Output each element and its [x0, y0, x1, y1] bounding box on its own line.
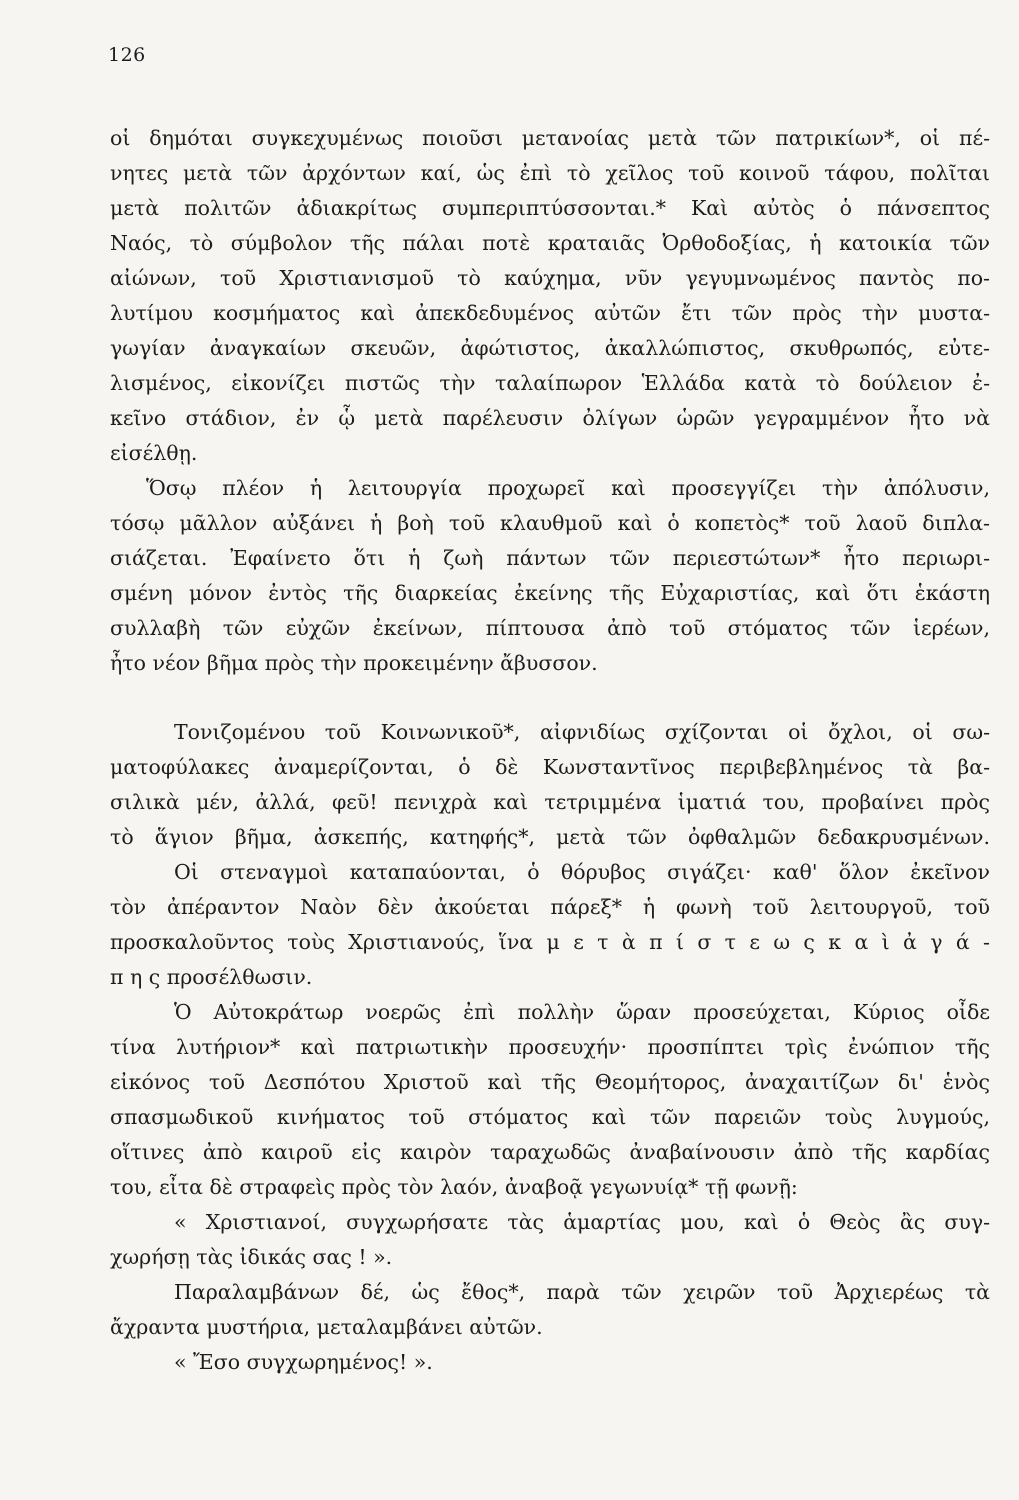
body-text — [110, 121, 990, 1380]
text-line: Ναός, τὸ σύμβολον τῆς πάλαι ποτὲ κραταιᾶς Ὀρθοδοξίας, ἡ κατοικία τῶν — [110, 231, 990, 255]
page-number: 126 — [108, 44, 146, 66]
text-line: προσκαλοῦντος τοὺς Χριστιανούς, ἵνα μ ε τ ὰ π ί σ τ ε ω ς κ α ὶ ἀ γ ά - — [110, 930, 990, 954]
text-line: ἄχραντα μυστήρια, μεταλαμβάνει αὐτῶν. — [110, 1315, 543, 1339]
text-line: Οἱ στεναγμοὶ καταπαύονται, ὁ θόρυβος σιγάζει· καθ' ὅλον ἐκεῖνον — [174, 860, 990, 884]
text-line: εἰσέλθῃ. — [110, 441, 198, 465]
text-line: τίνα λυτήριον* καὶ πατριωτικὴν προσευχήν· προσπίπτει τρὶς ἐνώπιον τῆς — [110, 1035, 990, 1059]
text-line: ματοφύλακες ἀναμερίζονται, ὁ δὲ Κωνσταντῖνος περιβεβλημένος τὰ βα- — [110, 755, 990, 779]
text-line: σμένη μόνον ἐντὸς τῆς διαρκείας ἐκείνης τῆς Εὐχαριστίας, καὶ ὅτι ἑκάστη — [110, 581, 990, 605]
text-line: λυτίμου κοσμήματος καὶ ἀπεκδεδυμένος αὐτῶν ἔτι τῶν πρὸς τὴν μυστα- — [110, 301, 990, 325]
text-line: Παραλαμβάνων δέ, ὡς ἔθος*, παρὰ τῶν χειρῶν τοῦ Ἀρχιερέως τὰ — [174, 1280, 990, 1304]
text-line: αἰώνων, τοῦ Χριστιανισμοῦ τὸ καύχημα, νῦν γεγυμνωμένος παντὸς πο- — [110, 266, 990, 290]
text-line: οἱ δημόται συγκεχυμένως ποιοῦσι μετανοίας μετὰ τῶν πατρικίων*, οἱ πέ- — [110, 126, 990, 150]
text-line: τὸν ἀπέραντον Ναὸν δὲν ἀκούεται πάρεξ* ἡ φωνὴ τοῦ λειτουργοῦ, τοῦ — [110, 895, 990, 919]
text-line: του, εἶτα δὲ στραφεὶς πρὸς τὸν λαόν, ἀναβοᾷ γεγωνυίᾳ* τῇ φωνῇ: — [110, 1175, 798, 1199]
text-line: νητες μετὰ τῶν ἀρχόντων καί, ὡς ἐπὶ τὸ χεῖλος τοῦ κοινοῦ τάφου, πολῖται — [110, 161, 990, 185]
text-line: κεῖνο στάδιον, ἐν ᾧ μετὰ παρέλευσιν ὀλίγων ὡρῶν γεγραμμένον ἦτο νὰ — [110, 406, 990, 430]
text-line: τόσῳ μᾶλλον αὐξάνει ἡ βοὴ τοῦ κλαυθμοῦ καὶ ὁ κοπετὸς* τοῦ λαοῦ διπλα- — [110, 511, 990, 535]
text-line: « Ἔσο συγχωρημένος! ». — [174, 1350, 433, 1374]
text-line: σιάζεται. Ἐφαίνετο ὅτι ἡ ζωὴ πάντων τῶν περιεστώτων* ἦτο περιωρι- — [110, 546, 990, 570]
text-line: λισμένος, εἰκονίζει πιστῶς τὴν ταλαίπωρον Ἑλλάδα κατὰ τὸ δούλειον ἐ- — [110, 371, 990, 395]
text-line: μετὰ πολιτῶν ἀδιακρίτως συμπεριπτύσσονται.* Καὶ αὐτὸς ὁ πάνσεπτος — [110, 196, 990, 220]
text-line: Ὁ Αὐτοκράτωρ νοερῶς ἐπὶ πολλὴν ὥραν προσεύχεται, Κύριος οἶδε — [174, 1000, 990, 1024]
text-line: εἰκόνος τοῦ Δεσπότου Χριστοῦ καὶ τῆς Θεομήτορος, ἀναχαιτίζων δι' ἑνὸς — [110, 1070, 990, 1094]
text-line: Ὅσῳ πλέον ἡ λειτουργία προχωρεῖ καὶ προσεγγίζει τὴν ἀπόλυσιν, — [146, 476, 990, 500]
text-line: π η ς προσέλθωσιν. — [110, 965, 313, 989]
text-line: τὸ ἅγιον βῆμα, ἀσκεπής, κατηφής*, μετὰ τῶν ὀφθαλμῶν δεδακρυσμένων. — [110, 825, 990, 849]
paragraph-gap — [110, 681, 990, 715]
text-line: σπασμωδικοῦ κινήματος τοῦ στόματος καὶ τῶν παρειῶν τοὺς λυγμούς, — [110, 1105, 990, 1129]
text-line: οἵτινες ἀπὸ καιροῦ εἰς καιρὸν ταραχωδῶς ἀναβαίνουσιν ἀπὸ τῆς καρδίας — [110, 1140, 990, 1164]
text-line: Τονιζομένου τοῦ Κοινωνικοῦ*, αἰφνιδίως σχίζονται οἱ ὄχλοι, οἱ σω- — [174, 720, 990, 744]
text-line: συλλαβὴ τῶν εὐχῶν ἐκείνων, πίπτουσα ἀπὸ τοῦ στόματος τῶν ἱερέων, — [110, 616, 990, 640]
text-line: ἦτο νέον βῆμα πρὸς τὴν προκειμένην ἄβυσσον. — [110, 651, 598, 675]
text-line: χωρήσῃ τὰς ἰδικάς σας ! ». — [110, 1245, 393, 1269]
text-line: γωγίαν ἀναγκαίων σκευῶν, ἀφώτιστος, ἀκαλλώπιστος, σκυθρωπός, εὐτε- — [110, 336, 990, 360]
text-line: σιλικὰ μέν, ἀλλά, φεῦ! πενιχρὰ καὶ τετριμμένα ἱματιά του, προβαίνει πρὸς — [110, 790, 990, 814]
text-line: « Χριστιανοί, συγχωρήσατε τὰς ἁμαρτίας μου, καὶ ὁ Θεὸς ἂς συγ- — [174, 1210, 990, 1234]
